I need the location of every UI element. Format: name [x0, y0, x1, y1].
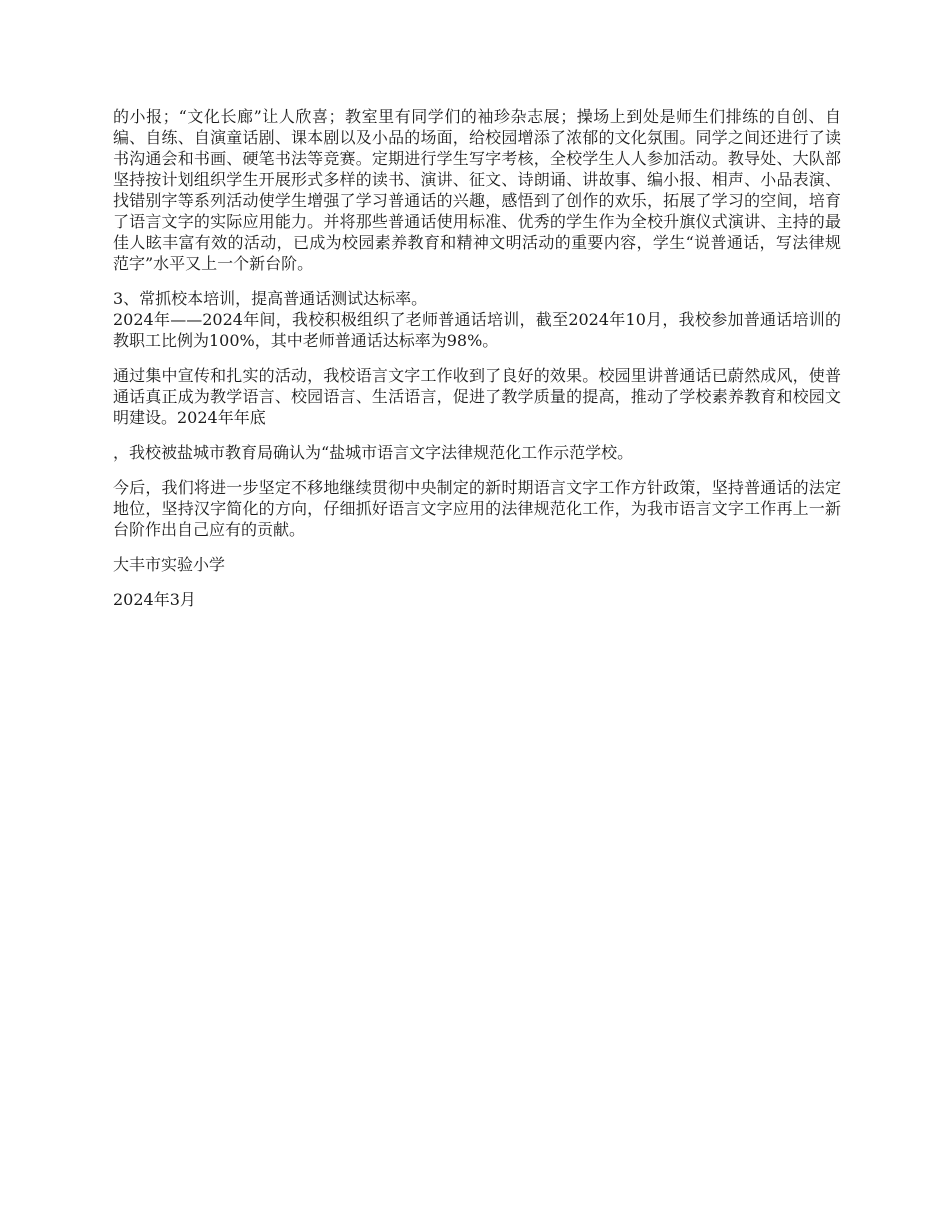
paragraph-training-stats: 2024年——2024年间，我校积极组织了老师普通话培训，截至2024年10月，我校参加普通话培训的教职工比例为100%，其中老师普通话达标率为98%。: [113, 310, 841, 350]
paragraph-future-plans: 今后，我们将进一步坚定不移地继续贯彻中央制定的新时期语言文字工作方针政策，坚持普通话的法定地位，坚持汉字简化的方向，仔细抓好语言文字应用的法律规范化工作，为我市语言文字工作再上一新台阶作出自己应有的贡献。: [113, 478, 841, 539]
section-heading-training: 3、常抓校本培训，提高普通话测试达标率。: [113, 289, 428, 308]
paragraph-results: 通过集中宣传和扎实的活动，我校语言文字工作收到了良好的效果。校园里讲普通话已蔚然成风，使普通话真正成为教学语言、校园语言、生活语言，促进了教学质量的提高，推动了学校素养教育和校园文明建设。2024年年底: [113, 366, 841, 427]
signature-school-name: 大丰市实验小学: [113, 555, 226, 574]
paragraph-activities: 的小报；“文化长廊”让人欣喜；教室里有同学们的袖珍杂志展；操场上到处是师生们排练的自创、自编、自练、自演童话剧、课本剧以及小品的场面，给校园增添了浓郁的文化氛围。同学之间还进行了读书沟通会和书画、硬笔书法等竞赛。定期进行学生写字考核，全校学生人人参加活动。教导处、大队部坚持按计划组织学生开展形式多样的读书、演讲、征文、诗朗诵、讲故事、编小报、相声、小品表演、找错别字等系列活动使学生增强了学习普通话的兴趣，感悟到了创作的欢乐，拓展了学习的空间，培育了语言文字的实际应用能力。并将那些普通话使用标准、优秀的学生作为全校升旗仪式演讲、主持的最佳人眩丰富有效的活动，已成为校园素养教育和精神文明活动的重要内容，学生“说普通话，写法律规范字”水平又上一个新台阶。: [113, 107, 841, 273]
paragraph-recognition: ，我校被盐城市教育局确认为“盐城市语言文字法律规范化工作示范学校。: [113, 443, 634, 462]
document-body: [113, 106, 841, 610]
document-date: 2024年3月: [113, 590, 196, 609]
